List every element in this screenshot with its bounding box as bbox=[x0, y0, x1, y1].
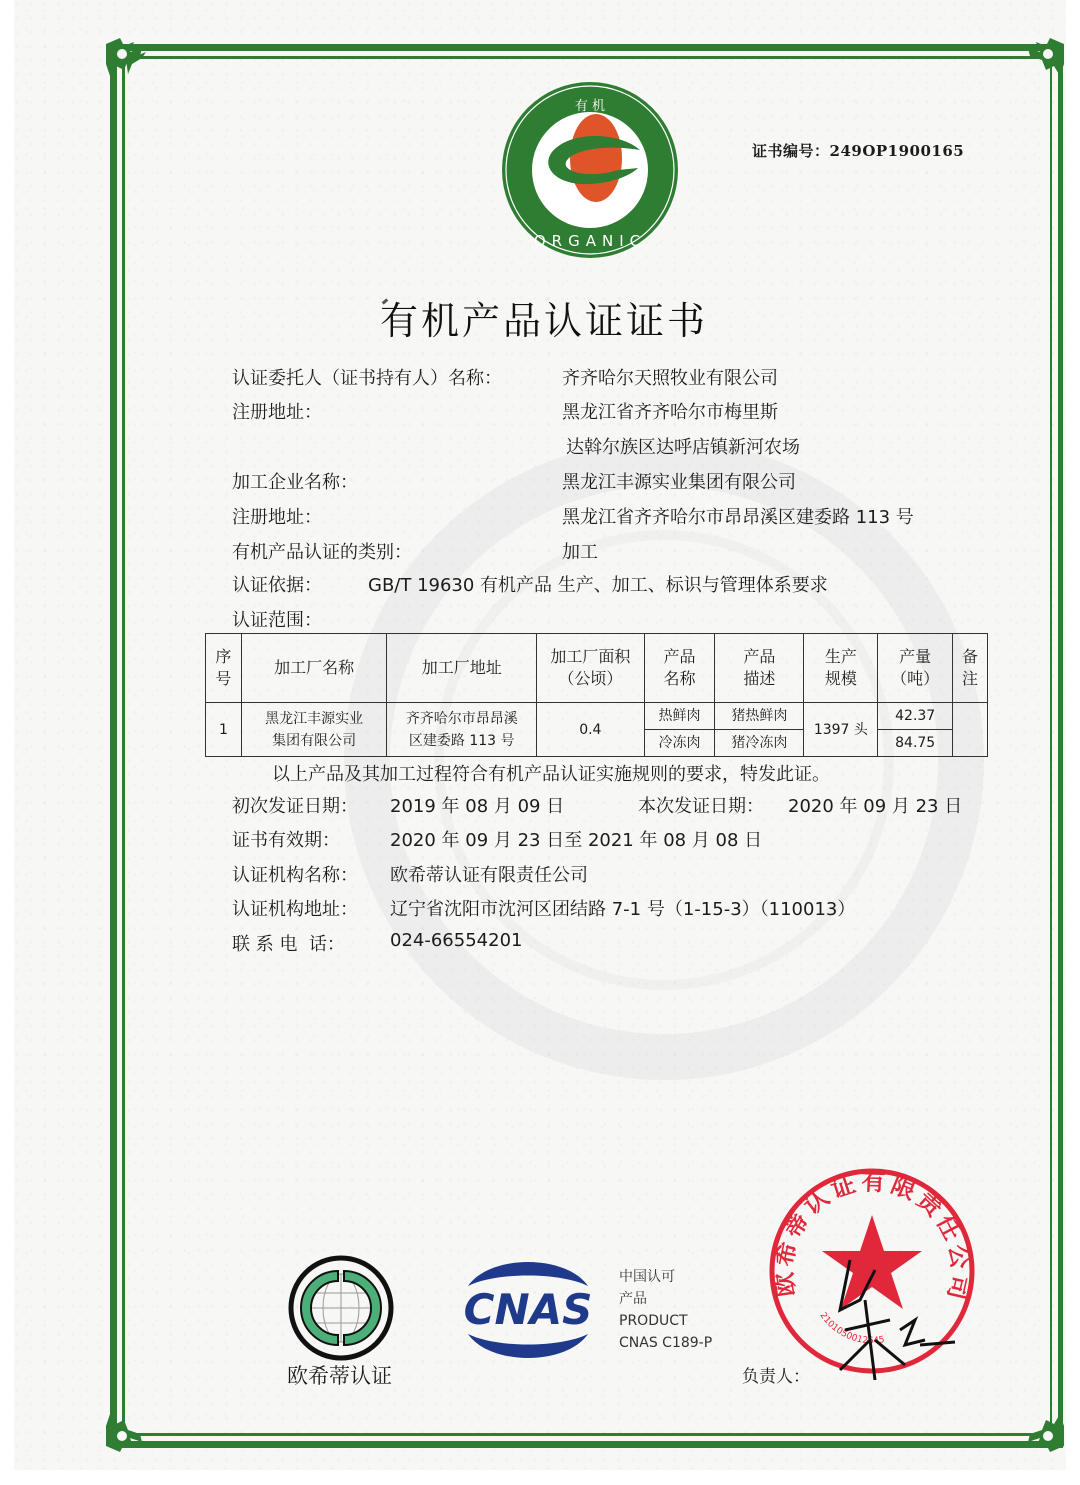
category-value: 加工 bbox=[562, 542, 598, 563]
certifier-name-value: 欧希蒂认证有限责任公司 bbox=[390, 865, 588, 886]
validity-value: 2020 年 09 月 23 日至 2021 年 08 月 08 日 bbox=[390, 830, 763, 851]
cell-product-desc: 猪热鲜肉 bbox=[715, 703, 804, 730]
certifier-address-label: 认证机构地址： bbox=[232, 899, 358, 920]
header-plant-name: 加工厂名称 bbox=[241, 634, 387, 703]
svg-text:有 机: 有 机 bbox=[574, 99, 606, 114]
signature-icon bbox=[820, 1240, 960, 1390]
header-output: 产量 （吨） bbox=[878, 634, 953, 703]
first-issue-value: 2019 年 08 月 09 日 bbox=[390, 796, 565, 817]
header-plant-address: 加工厂地址 bbox=[387, 634, 537, 703]
corner-ornament-top-right-icon bbox=[990, 30, 1070, 110]
holder-address-line2: 达斡尔族区达呼店镇新河农场 bbox=[566, 437, 800, 458]
phone-label: 联 系 电 话： bbox=[232, 934, 345, 955]
svg-text:2101050012645: 2101050012645 bbox=[817, 1310, 886, 1347]
document-title: 有机产品认证证书 bbox=[380, 299, 709, 343]
cnas-line-3: PRODUCT bbox=[619, 1313, 688, 1329]
table-header-row bbox=[206, 634, 988, 703]
holder-address-line1: 黑龙江省齐齐哈尔市梅里斯 bbox=[562, 402, 778, 423]
processor-address-label: 注册地址： bbox=[232, 507, 322, 528]
cnas-line-1: 中国认可 bbox=[619, 1269, 675, 1285]
holder-address-label: 注册地址： bbox=[232, 402, 322, 423]
processor-address-value: 黑龙江省齐齐哈尔市昂昂溪区建委路 113 号 bbox=[562, 507, 914, 528]
scope-label: 认证范围： bbox=[232, 610, 322, 631]
china-organic-product-logo-icon bbox=[500, 80, 680, 260]
holder-name-label: 认证委托人（证书持有人）名称： bbox=[232, 368, 502, 389]
corner-ornament-bottom-right-icon bbox=[990, 1380, 1070, 1460]
header-product-desc: 产品 描述 bbox=[715, 634, 804, 703]
first-issue-label: 初次发证日期： bbox=[232, 796, 358, 817]
certificate-number-label: 证书编号： bbox=[752, 142, 830, 160]
cell-remark bbox=[953, 703, 988, 757]
svg-text:欧希蒂认证有限责任公司: 欧希蒂认证有限责任公司 bbox=[768, 1166, 976, 1307]
cell-plant-address: 齐齐哈尔市昂昂溪 区建委路 113 号 bbox=[387, 703, 537, 757]
ecocert-logo-icon bbox=[288, 1255, 394, 1361]
cnas-line-4: CNAS C189-P bbox=[619, 1335, 713, 1351]
svg-text:品: 品 bbox=[636, 167, 649, 181]
cell-scale: 1397 头 bbox=[804, 703, 878, 757]
svg-text:中: 中 bbox=[536, 167, 549, 181]
scope-table bbox=[205, 633, 988, 757]
header-product-name: 产品 名称 bbox=[644, 634, 715, 703]
cell-no: 1 bbox=[206, 703, 242, 757]
processor-name-value: 黑龙江丰源实业集团有限公司 bbox=[562, 472, 796, 493]
cell-area: 0.4 bbox=[537, 703, 645, 757]
current-issue-label: 本次发证日期： bbox=[638, 796, 764, 817]
cell-product-name: 热鲜肉 bbox=[644, 703, 715, 730]
cnas-logo-icon bbox=[450, 1252, 606, 1368]
cell-output: 84.75 bbox=[878, 730, 953, 757]
compliance-statement: 以上产品及其加工过程符合有机产品认证实施规则的要求，特发此证。 bbox=[272, 764, 830, 785]
table-row bbox=[206, 703, 988, 730]
basis-label: 认证依据： bbox=[232, 575, 322, 596]
header-no: 序 号 bbox=[206, 634, 242, 703]
phone-value: 024-66554201 bbox=[390, 930, 523, 951]
certificate-number-value: 249OP1900165 bbox=[829, 142, 965, 160]
corner-ornament-top-left-icon bbox=[100, 30, 180, 110]
cell-product-name: 冷冻肉 bbox=[644, 730, 715, 757]
basis-value: GB/T 19630 有机产品 生产、加工、标识与管理体系要求 bbox=[368, 575, 828, 596]
header-scale: 生产 规模 bbox=[804, 634, 878, 703]
processor-name-label: 加工企业名称： bbox=[232, 472, 358, 493]
cell-plant-name: 黑龙江丰源实业 集团有限公司 bbox=[241, 703, 387, 757]
cell-output: 42.37 bbox=[878, 703, 953, 730]
cnas-line-2: 产品 bbox=[619, 1291, 647, 1307]
corner-ornament-bottom-left-icon bbox=[100, 1380, 180, 1460]
category-label: 有机产品认证的类别： bbox=[232, 542, 412, 563]
header-remark: 备 注 bbox=[953, 634, 988, 703]
certificate-number bbox=[752, 140, 964, 161]
ecocert-name: 欧希蒂认证 bbox=[287, 1364, 392, 1388]
cnas-accreditation-text bbox=[619, 1266, 712, 1354]
certifier-address-value: 辽宁省沈阳市沈河区团结路 7-1 号（1-15-3）（110013） bbox=[390, 899, 856, 920]
validity-label: 证书有效期： bbox=[232, 830, 340, 851]
header-area: 加工厂面积 （公顷） bbox=[537, 634, 645, 703]
svg-text:CNAS: CNAS bbox=[463, 1285, 593, 1334]
responsible-person-label: 负责人： bbox=[742, 1367, 810, 1387]
holder-name-value: 齐齐哈尔天照牧业有限公司 bbox=[562, 368, 778, 389]
certifier-name-label: 认证机构名称： bbox=[232, 865, 358, 886]
current-issue-value: 2020 年 09 月 23 日 bbox=[788, 796, 963, 817]
cell-product-desc: 猪冷冻肉 bbox=[715, 730, 804, 757]
svg-text:ORGANIC: ORGANIC bbox=[533, 232, 647, 250]
